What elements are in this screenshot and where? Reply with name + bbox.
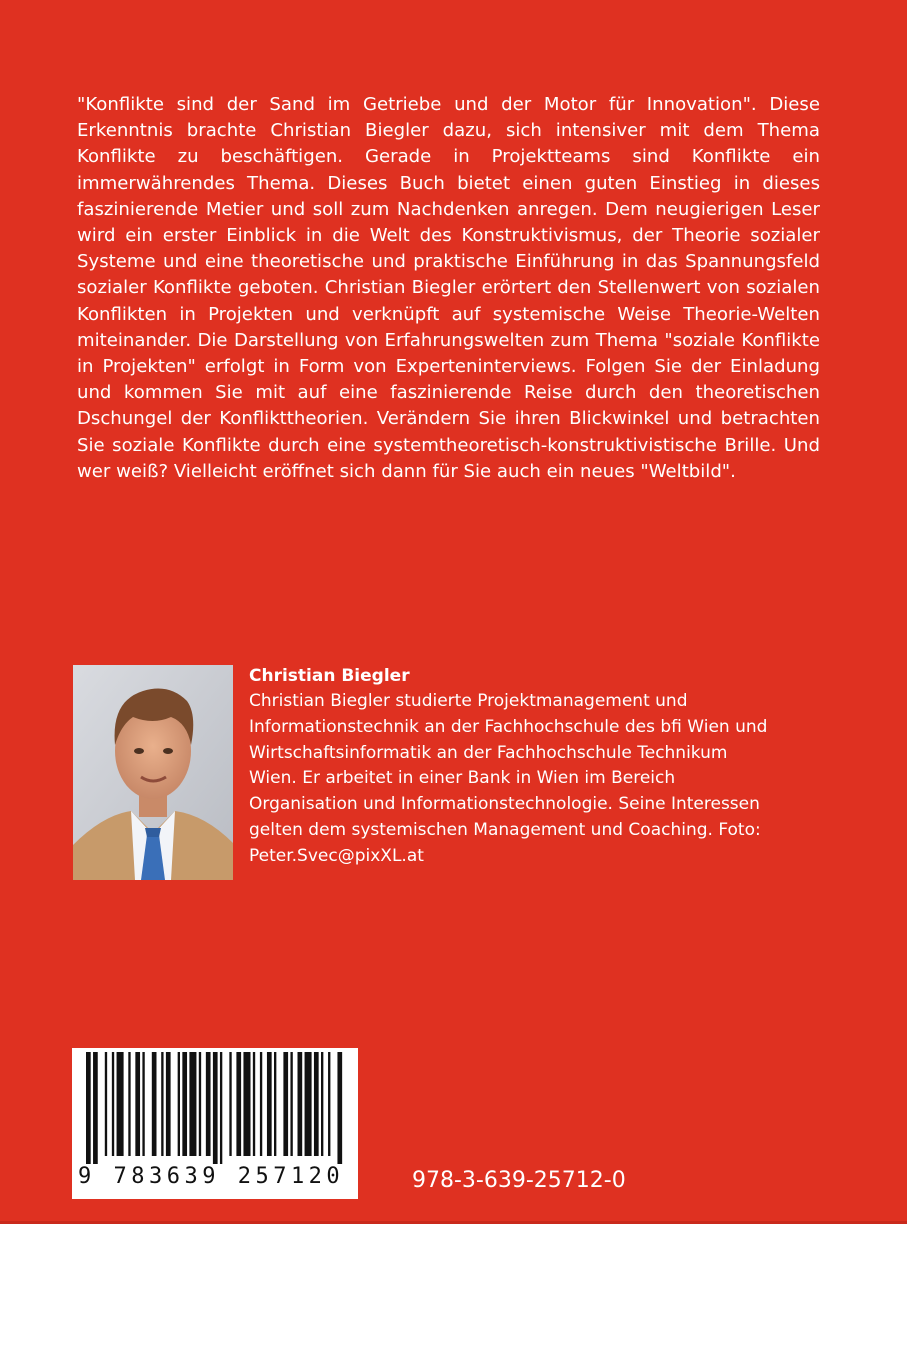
- barcode-bar: [166, 1052, 171, 1156]
- barcode-bar: [189, 1052, 196, 1156]
- barcode-bar: [290, 1052, 292, 1156]
- barcode-bar: [182, 1052, 187, 1156]
- author-photo: [73, 665, 233, 880]
- barcode-bar: [213, 1052, 218, 1164]
- barcode-bar: [105, 1052, 107, 1156]
- author-name: Christian Biegler: [249, 666, 410, 686]
- barcode-bar: [112, 1052, 114, 1156]
- barcode-bar: [243, 1052, 250, 1156]
- barcode: [72, 1048, 358, 1199]
- barcode-bar: [152, 1052, 157, 1156]
- author-bio: Christian Biegler studierte Projektmanagement und Informationstechnik an der Fachhochschule des bfi Wien und Wirtschaftsinformatik an der Fachhochschule Technikum Wien. Er arbeitet in einer Bank in Wien im Bereich Organisation und Informationstechnologie. Seine Interessen gelten dem systemischen Management und Coaching. Foto: Peter.Svec@pixXL.at: [249, 691, 768, 866]
- barcode-bar: [267, 1052, 272, 1156]
- barcode-bar: [328, 1052, 330, 1156]
- barcode-bar: [274, 1052, 276, 1156]
- barcode-bar: [229, 1052, 231, 1156]
- barcode-bar: [86, 1052, 91, 1164]
- barcode-bar: [178, 1052, 180, 1156]
- barcode-bar: [93, 1052, 98, 1164]
- barcode-bar: [236, 1052, 241, 1156]
- barcode-digits: 9 783639 257120: [78, 1164, 345, 1189]
- isbn-number: 978-3-639-25712-0: [412, 1168, 626, 1193]
- barcode-bar: [314, 1052, 319, 1156]
- barcode-bar: [337, 1052, 342, 1164]
- barcode-bar: [220, 1052, 222, 1164]
- barcode-bar: [298, 1052, 303, 1156]
- barcode-bar: [128, 1052, 130, 1156]
- barcode-bar: [321, 1052, 323, 1156]
- barcode-bar: [161, 1052, 163, 1156]
- barcode-bar: [305, 1052, 312, 1156]
- barcode-bar: [117, 1052, 124, 1156]
- cover-edge: [0, 1221, 907, 1224]
- barcode-bar: [283, 1052, 288, 1156]
- barcode-bar: [135, 1052, 140, 1156]
- barcode-bar: [199, 1052, 201, 1156]
- blurb-text: "Konflikte sind der Sand im Getriebe und der Motor für Innovation". Diese Erkenntnis brachte Christian Biegler dazu, sich intensiver mit dem Thema Konflikte zu beschäftigen. Gerade in Projektteams sind Konflikte ein immerwährendes Thema. Dieses Buch bietet einen guten Einstieg in dieses faszinierende Metier und soll zum Nachdenken anregen. Dem neugierigen Leser wird ein erster Einblick in die Welt des Konstruktivismus, der Theorie sozialer Systeme und eine theoretische und praktische Einführung in das Spannungsfeld sozialer Konflikte geboten. Christian Biegler erörtert den Stellenwert von sozialen Konflikten in Projekten und verknüpft auf systemische Weise Theorie-Welten miteinander. Die Darstellung von Erfahrungswelten zum Thema "soziale Konflikte in Projekten" erfolgt in Form von Experteninterviews. Folgen Sie der Einladung und kommen Sie mit auf eine faszinierende Reise durch den theoretischen Dschungel der Konflikttheorien. Verändern Sie ihren Blickwinkel und betrachten Sie soziale Konflikte durch eine systemtheoretisch-konstruktivistische Brille. Und wer weiß? Vielleicht eröffnet sich dann für Sie auch ein neues "Weltbild".: [77, 94, 820, 482]
- barcode-bars: [86, 1052, 344, 1164]
- barcode-bar: [253, 1052, 255, 1156]
- barcode-bar: [260, 1052, 262, 1156]
- barcode-bar: [142, 1052, 144, 1156]
- barcode-bar: [206, 1052, 211, 1156]
